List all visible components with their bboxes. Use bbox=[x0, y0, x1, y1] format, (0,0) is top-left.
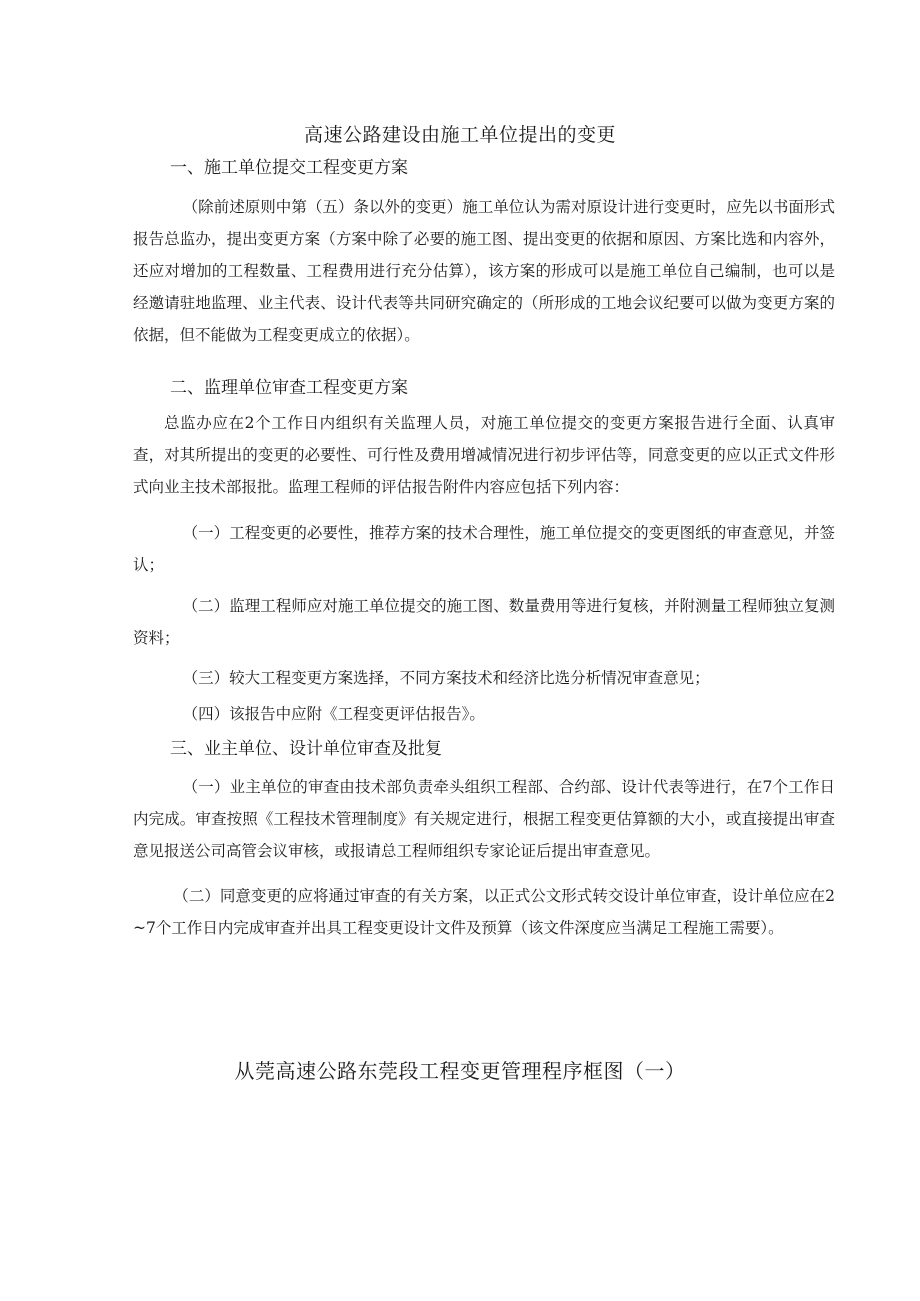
document-title: 高速公路建设由施工单位提出的变更 bbox=[303, 124, 616, 146]
diagram-title: 从莞高速公路东莞段工程变更管理程序框图（一） bbox=[234, 1059, 686, 1083]
paragraph: （二）同意变更的应将通过审查的有关方案，以正式公文形式转交设计单位审查，设计单位应在2~7个工作日内完成审查并出具工程变更设计文件及预算（该文件深度应当满足工程施工需要）。 bbox=[133, 887, 835, 937]
paragraph: （二）监理工程师应对施工单位提交的施工图、数量费用等进行复核，并附测量工程师独立复测资料； bbox=[133, 597, 835, 647]
section-heading: 一、施工单位提交工程变更方案 bbox=[170, 158, 408, 178]
paragraph: （一）业主单位的审查由技术部负责牵头组织工程部、合约部、设计代表等进行，在7个工作日内完成。审查按照《工程技术管理制度》有关规定进行，根据工程变更估算额的大小，或直接提出审查意见报送公司高管会议审核，或报请总工程师组织专家论证后提出审查意见。 bbox=[133, 778, 835, 860]
paragraph: （三）较大工程变更方案选择，不同方案技术和经济比选分析情况审查意见； bbox=[182, 669, 710, 687]
section-heading: 二、监理单位审查工程变更方案 bbox=[170, 378, 408, 398]
paragraph: 总监办应在2个工作日内组织有关监理人员，对施工单位提交的变更方案报告进行全面、认真审查，对其所提出的变更的必要性、可行性及费用增减情况进行初步评估等，同意变更的应以正式文件形式向业主技术部报批。监理工程师的评估报告附件内容应包括下列内容： bbox=[133, 414, 835, 496]
paragraph: （四）该报告中应附《工程变更评估报告》。 bbox=[182, 705, 485, 723]
paragraph: （一）工程变更的必要性，推荐方案的技术合理性，施工单位提交的变更图纸的审查意见，并签认； bbox=[133, 524, 835, 574]
paragraph: （除前述原则中第（五）条以外的变更）施工单位认为需对原设计进行变更时，应先以书面形式报告总监办，提出变更方案（方案中除了必要的施工图、提出变更的依据和原因、方案比选和内容外，还应对增加的工程数量、工程费用进行充分估算），该方案的形成可以是施工单位自己编制，也可以是经邀请驻地监理、业主代表、设计代表等共同研究确定的（所形成的工地会议纪要可以做为变更方案的依据，但不能做为工程变更成立的依据）。 bbox=[133, 198, 835, 344]
section-heading: 三、业主单位、设计单位审查及批复 bbox=[170, 739, 442, 759]
